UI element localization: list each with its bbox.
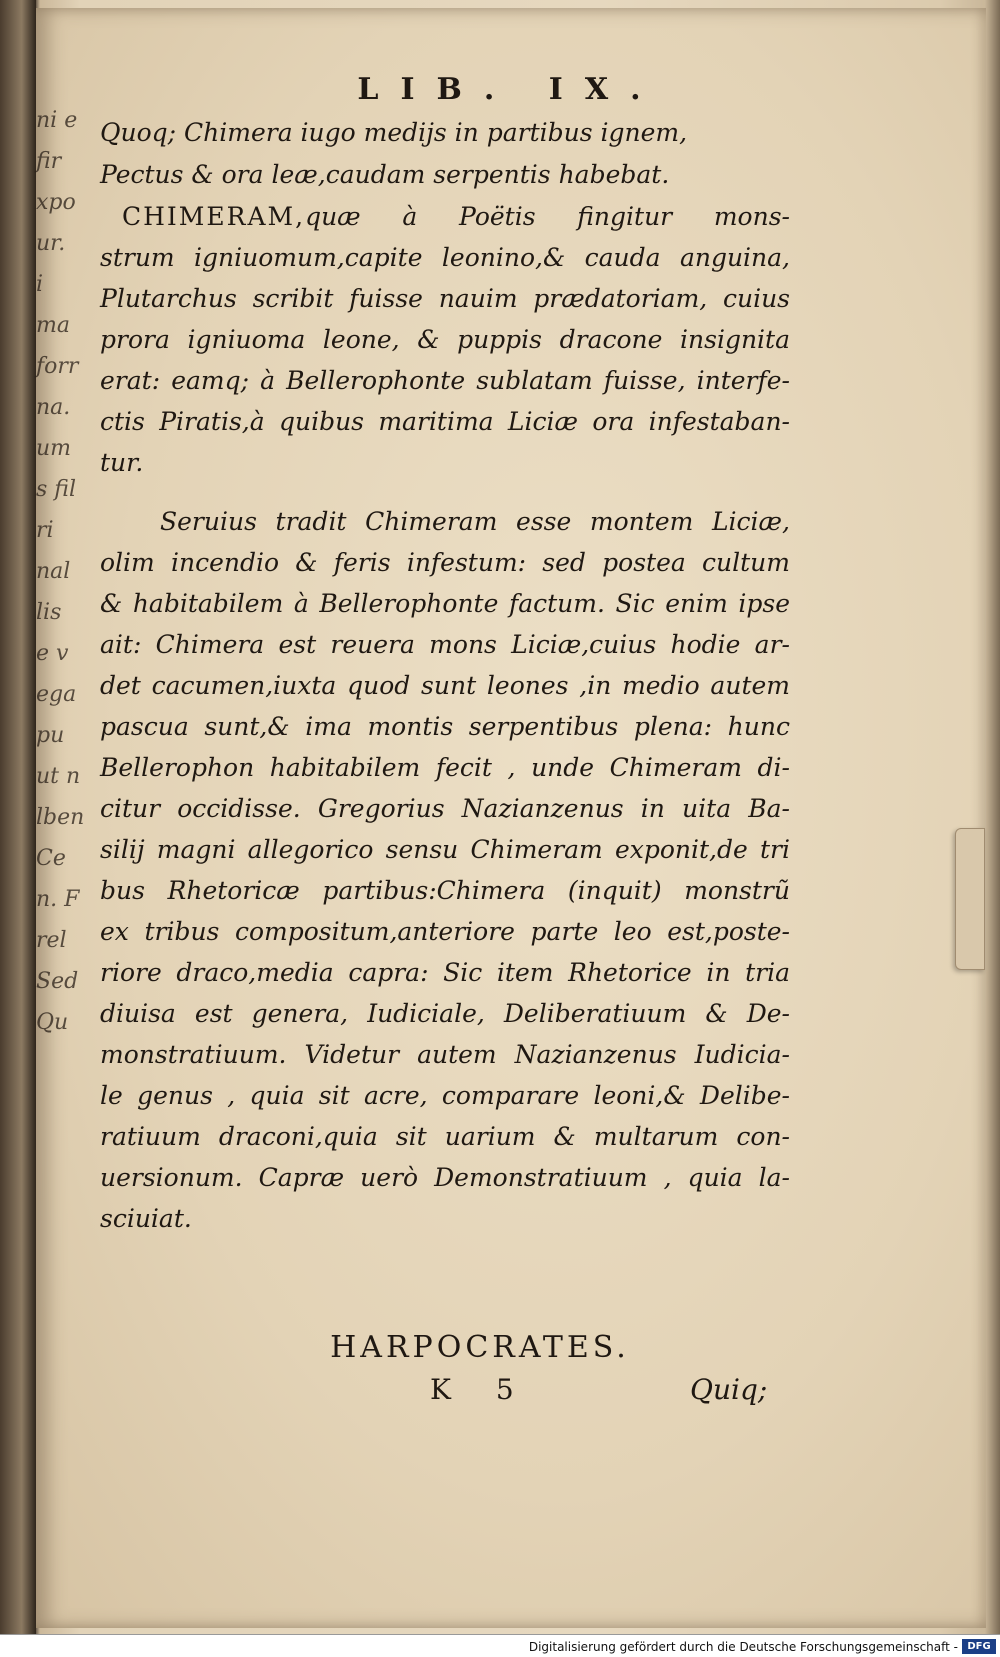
margin-fragment: i xyxy=(36,272,44,297)
paragraph-line: bus Rhetoricæ partibus:Chimera (inquit) monstrũ xyxy=(100,876,790,905)
paragraph-line: Seruius tradit Chimeram esse montem Liciæ, xyxy=(160,507,790,536)
margin-fragment: nal xyxy=(36,559,71,584)
paragraph-line: monstratiuum. Videtur autem Nazianzenus Iudicia- xyxy=(100,1040,790,1069)
margin-fragment: xpo xyxy=(36,190,76,215)
paragraph-line: det cacumen,iuxta quod sunt leones ,in medio autem xyxy=(100,671,790,700)
margin-fragment: um xyxy=(36,436,72,461)
paragraph-line: ex tribus compositum,anteriore parte leo est,poste- xyxy=(100,917,790,946)
paragraph-line: ctis Piratis,à quibus maritima Liciæ ora infestaban- xyxy=(100,407,790,436)
paragraph-line: diuisa est genera, Iudiciale, Deliberatiuum & De- xyxy=(100,999,790,1028)
margin-fragment: ma xyxy=(36,313,70,338)
margin-fragment: Sed xyxy=(36,969,79,994)
paragraph-line: riore draco,media capra: Sic item Rhetorice in tria xyxy=(100,958,790,987)
paragraph-line: sciuiat. xyxy=(100,1204,192,1233)
margin-fragment: rel xyxy=(36,928,67,953)
margin-fragment: ut n xyxy=(36,764,81,789)
section-heading: HARPOCRATES. xyxy=(330,1330,630,1365)
lead-word: CHIMERAM, xyxy=(122,202,306,231)
margin-fragment: Ce xyxy=(36,846,66,871)
main-text-block xyxy=(100,112,790,1239)
paragraph-line: erat: eamq; à Bellerophonte sublatam fuisse, interfe- xyxy=(100,366,790,395)
margin-fragment: e v xyxy=(36,641,69,666)
paragraph-line: CHIMERAM,quæ à Poëtis fingitur mons- xyxy=(122,202,790,231)
verse-quotation xyxy=(100,112,790,196)
margin-fragment: ega xyxy=(36,682,77,707)
paragraph-line: uersionum. Capræ uerò Demonstratiuum , quia la- xyxy=(100,1163,790,1192)
paragraph-servius xyxy=(100,501,790,1239)
paragraph-line: & habitabilem à Bellerophonte factum. Sic enim ipse xyxy=(100,589,790,618)
margin-fragment: ri xyxy=(36,518,54,543)
verse-line: Pectus & ora leæ,caudam serpentis habebat. xyxy=(100,160,670,189)
paragraph-line: prora igniuoma leone, & puppis dracone insignita xyxy=(100,325,790,354)
paragraph-line: pascua sunt,& ima montis serpentibus plena: hunc xyxy=(100,712,790,741)
margin-fragment: ur. xyxy=(36,231,66,256)
paragraph-line: Bellerophon habitabilem fecit , unde Chimeram di- xyxy=(100,753,790,782)
margin-fragment: na. xyxy=(36,395,71,420)
digitization-footer xyxy=(0,1634,1000,1657)
margin-fragment: s fil xyxy=(36,477,76,502)
paragraph-line: ratiuum draconi,quia sit uarium & multarum con- xyxy=(100,1122,790,1151)
paragraph-line: strum igniuomum,capite leonino,& cauda anguina, xyxy=(100,243,790,272)
margin-fragment: fir xyxy=(36,149,62,174)
margin-fragment: lis xyxy=(36,600,62,625)
paragraph-line: ait: Chimera est reuera mons Liciæ,cuius hodie ar- xyxy=(100,630,790,659)
margin-fragment: ni e xyxy=(36,108,78,133)
margin-fragment: Qu xyxy=(36,1010,69,1035)
running-head: LIB. IX. xyxy=(357,72,663,107)
previous-page-margin-bleed xyxy=(36,100,85,1450)
paragraph-line: le genus , quia sit acre, comparare leoni,& Delibe- xyxy=(100,1081,790,1110)
signature-mark: K 5 xyxy=(430,1373,532,1406)
paragraph-line: silij magni allegorico sensu Chimeram exponit,de tri xyxy=(100,835,790,864)
margin-fragment: n. F xyxy=(36,887,80,912)
book-gutter xyxy=(0,0,36,1657)
paragraph-chimera-poets xyxy=(100,196,790,483)
paragraph-line: Plutarchus scribit fuisse nauim prædatoriam, cuius xyxy=(100,284,790,313)
margin-fragment: lben xyxy=(36,805,85,830)
page-tab-marker xyxy=(955,828,985,970)
paragraph-line: olim incendio & feris infestum: sed postea cultum xyxy=(100,548,790,577)
margin-fragment: pu xyxy=(36,723,65,748)
paragraph-line: tur. xyxy=(100,448,144,477)
verse-line: Quoq; Chimera iugo medijs in partibus ignem, xyxy=(100,118,688,147)
funding-credit: Digitalisierung gefördert durch die Deutsche Forschungsgemeinschaft - xyxy=(528,1640,958,1654)
dfg-logo: DFG xyxy=(962,1639,996,1654)
paragraph-line: citur occidisse. Gregorius Nazianzenus in uita Ba- xyxy=(100,794,790,823)
margin-fragment: forr xyxy=(36,354,79,379)
catchword: Quiq; xyxy=(690,1373,768,1406)
